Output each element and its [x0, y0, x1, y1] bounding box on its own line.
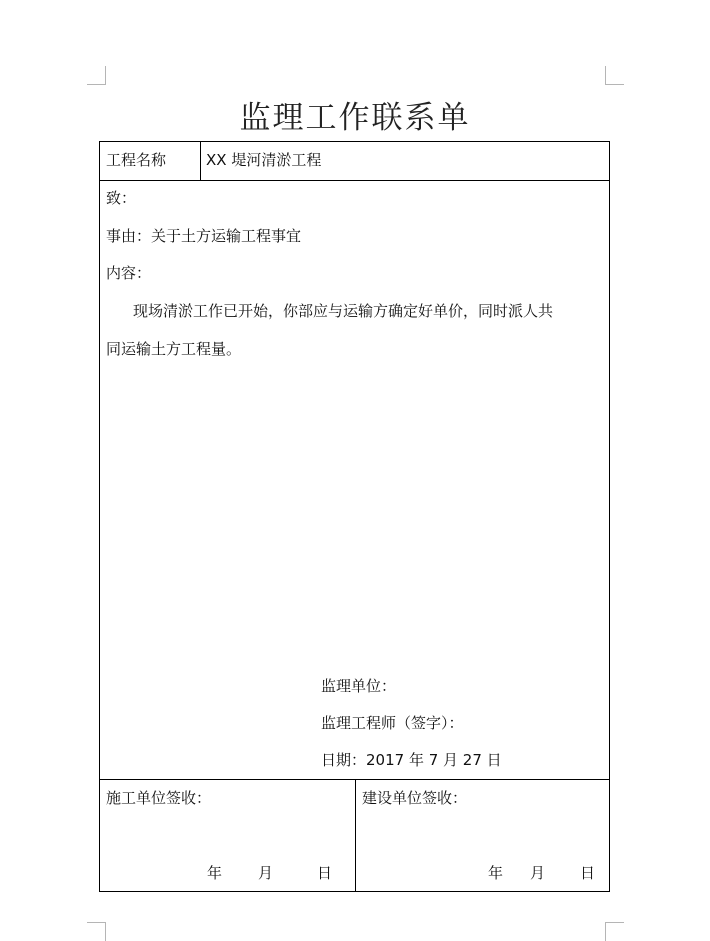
subject-line: 事由：关于土方运输工程事宜 — [106, 227, 302, 245]
form-table — [99, 141, 610, 892]
content-paragraph-line-2: 同运输土方工程量。 — [106, 340, 242, 358]
construction-unit-sign-label: 施工单位签收： — [106, 789, 212, 807]
supervisor-engineer-signature-label: 监理工程师（签字）： — [321, 714, 464, 732]
issue-date: 日期：2017 年 7 月 27 日 — [321, 751, 502, 769]
content-label: 内容： — [106, 264, 152, 282]
page-corner-mark-bottom-right — [605, 922, 624, 941]
owner-sign-day: 日 — [580, 864, 596, 882]
owner-unit-sign-label: 建设单位签收： — [362, 789, 468, 807]
construction-sign-day: 日 — [317, 864, 333, 882]
supervisor-unit-label: 监理单位： — [321, 677, 397, 695]
column-divider-signoff — [355, 779, 356, 891]
page-corner-mark-bottom-left — [87, 922, 106, 941]
content-paragraph-line-1: 现场清淤工作已开始，你部应与运输方确定好单价，同时派人共 — [133, 302, 554, 320]
column-divider-project — [200, 142, 201, 180]
construction-sign-year: 年 — [207, 864, 223, 882]
project-name-value: XX 堤河清淤工程 — [206, 151, 322, 169]
recipient-label: 致： — [106, 189, 137, 207]
owner-sign-month: 月 — [530, 864, 546, 882]
page-corner-mark-top-left — [87, 66, 106, 85]
page-corner-mark-top-right — [605, 66, 624, 85]
construction-sign-month: 月 — [258, 864, 274, 882]
project-name-label: 工程名称 — [106, 151, 167, 169]
document-title: 监理工作联系单 — [239, 100, 471, 136]
owner-sign-year: 年 — [488, 864, 504, 882]
row-divider-project — [100, 180, 609, 181]
